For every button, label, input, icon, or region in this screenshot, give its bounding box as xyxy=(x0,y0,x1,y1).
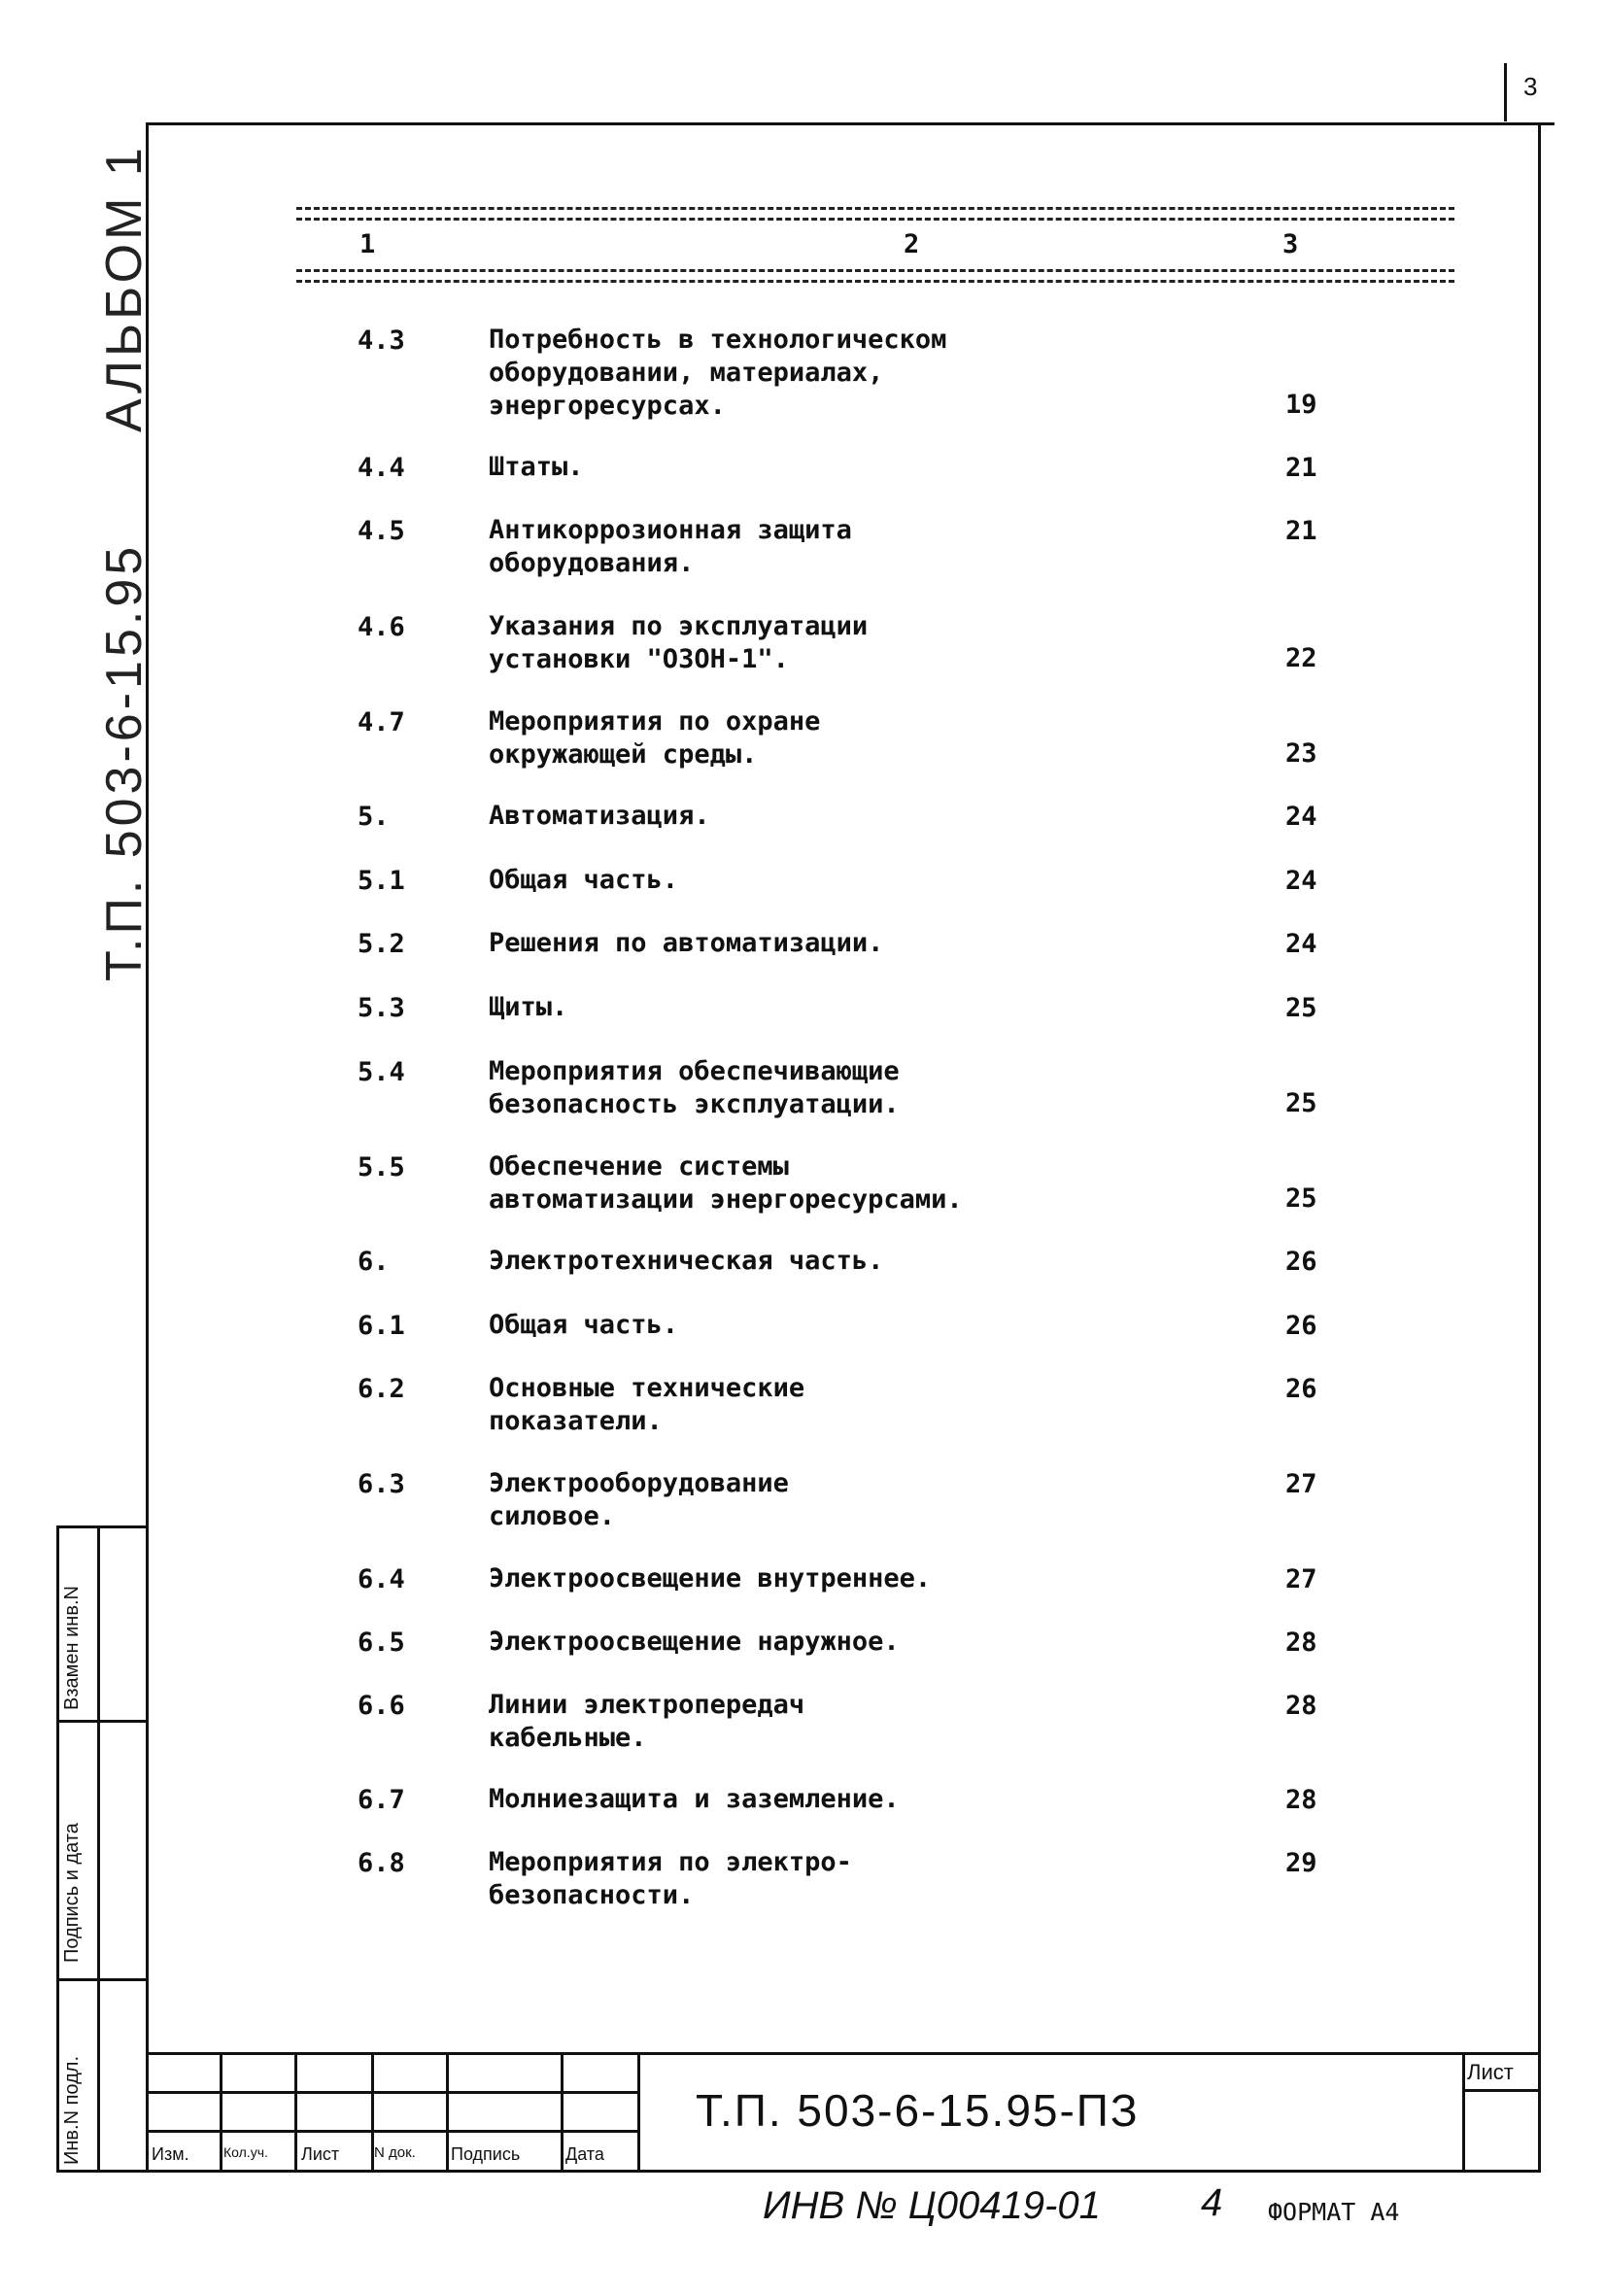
toc-number: 6.4 xyxy=(358,1564,405,1594)
toc-number: 4.7 xyxy=(358,707,405,737)
page-number: 3 xyxy=(1523,72,1538,101)
header-col-3: 3 xyxy=(1282,229,1299,259)
toc-page: 28 xyxy=(1285,1691,1317,1721)
toc-title: Электроосвещение наружное. xyxy=(489,1627,900,1657)
toc-title: Основные технические показатели. xyxy=(489,1373,805,1436)
tb-col-line xyxy=(561,2052,564,2173)
frame-right xyxy=(1538,122,1541,2173)
toc-page: 27 xyxy=(1285,1469,1317,1499)
toc-number: 5.4 xyxy=(358,1057,405,1087)
toc-page: 21 xyxy=(1285,453,1317,483)
header-rule-bottom xyxy=(296,269,1454,283)
toc-title: Автоматизация. xyxy=(489,801,710,831)
toc-title: Электротехническая часть. xyxy=(489,1246,884,1276)
tb-col-izm: Изм. xyxy=(152,2144,189,2164)
stamp-line-2 xyxy=(56,1720,149,1723)
frame-top xyxy=(146,122,1555,125)
toc-number: 5.3 xyxy=(358,993,405,1023)
toc-number: 6.7 xyxy=(358,1785,405,1815)
tb-col-line xyxy=(294,2052,297,2173)
toc-title: Общая часть. xyxy=(489,865,679,895)
toc-title: Мероприятия обеспечивающие безопасность эксплуатации. xyxy=(489,1056,900,1119)
frame-bottom xyxy=(56,2170,1541,2173)
footer-mark: 4 xyxy=(1201,2181,1223,2224)
toc-page: 22 xyxy=(1285,643,1317,673)
stamp-inv-replaced: Взамен инв.N xyxy=(61,1586,83,1710)
toc-title: Указания по эксплуатации установки "ОЗОН-1". xyxy=(489,611,869,674)
header-rule-top xyxy=(296,207,1454,221)
toc-page: 23 xyxy=(1285,738,1317,769)
toc-number: 6.6 xyxy=(358,1691,405,1721)
toc-number: 6.3 xyxy=(358,1469,405,1499)
toc-page: 25 xyxy=(1285,1088,1317,1118)
toc-page: 27 xyxy=(1285,1564,1317,1594)
stamp-line-1 xyxy=(56,1525,149,1528)
toc-number: 4.3 xyxy=(358,326,405,356)
tb-col-ndok: N док. xyxy=(374,2144,416,2161)
toc-page: 26 xyxy=(1285,1247,1317,1277)
toc-page: 24 xyxy=(1285,802,1317,832)
designation-side-label: Т.П. 503-6-15.95 xyxy=(96,542,153,981)
footer-inv-number: ИНВ № Ц00419-01 xyxy=(763,2184,1101,2227)
album-label: АЛЬБОМ 1 xyxy=(96,144,153,432)
toc-number: 5.2 xyxy=(358,929,405,959)
footer-format: ФОРМАТ А4 xyxy=(1268,2198,1400,2226)
stamp-line-3 xyxy=(56,1978,149,1981)
toc-page: 28 xyxy=(1285,1785,1317,1815)
stamp-signature-date: Подпись и дата xyxy=(61,1823,83,1963)
toc-title: Электроосвещение внутреннее. xyxy=(489,1563,932,1593)
tb-sheet-label: Лист xyxy=(1467,2060,1514,2084)
tb-col-line xyxy=(446,2052,449,2173)
toc-page: 29 xyxy=(1285,1848,1317,1878)
toc-title: Общая часть. xyxy=(489,1310,679,1340)
toc-number: 5.5 xyxy=(358,1152,405,1182)
toc-number: 4.5 xyxy=(358,516,405,546)
tb-designation: Т.П. 503-6-15.95-ПЗ xyxy=(696,2085,1140,2136)
toc-number: 4.6 xyxy=(358,612,405,642)
stamp-inv-original: Инв.N подл. xyxy=(61,2055,83,2165)
tb-top-line xyxy=(146,2052,1541,2055)
toc-page: 25 xyxy=(1285,993,1317,1023)
toc-page: 19 xyxy=(1285,390,1317,420)
stamp-inner-divider xyxy=(97,1525,100,2173)
tb-col-podpis: Подпись xyxy=(451,2144,521,2164)
tb-col-list: Лист xyxy=(301,2144,340,2164)
toc-title: Мероприятия по электро- безопасности. xyxy=(489,1847,852,1910)
toc-title: Потребность в технологическом оборудовании, материалах, энергоресурсах. xyxy=(489,325,947,421)
toc-page: 25 xyxy=(1285,1183,1317,1214)
toc-number: 6. xyxy=(358,1247,390,1277)
toc-number: 5. xyxy=(358,802,390,832)
toc-number: 6.8 xyxy=(358,1848,405,1878)
toc-title: Мероприятия по охране окружающей среды. xyxy=(489,706,821,770)
stamp-left-edge xyxy=(56,1525,59,2173)
toc-number: 4.4 xyxy=(358,453,405,483)
tb-sheet-divider xyxy=(1462,2052,1465,2173)
page-number-divider xyxy=(1504,63,1507,121)
toc-page: 26 xyxy=(1285,1374,1317,1404)
tb-col-line xyxy=(220,2052,222,2173)
tb-sheet-line xyxy=(1462,2089,1540,2092)
toc-number: 5.1 xyxy=(358,866,405,896)
toc-title: Обеспечение системы автоматизации энергоресурсами. xyxy=(489,1151,963,1215)
toc-page: 24 xyxy=(1285,929,1317,959)
toc-page: 24 xyxy=(1285,866,1317,896)
toc-title: Молниезащита и заземление. xyxy=(489,1784,900,1814)
toc-number: 6.1 xyxy=(358,1311,405,1341)
toc-title: Линии электропередач кабельные. xyxy=(489,1690,805,1753)
toc-number: 6.5 xyxy=(358,1628,405,1658)
toc-title: Щиты. xyxy=(489,992,568,1022)
header-col-1: 1 xyxy=(359,229,376,259)
tb-col-koluch: Кол.уч. xyxy=(223,2144,268,2160)
tb-col-line xyxy=(637,2052,640,2173)
toc-page: 21 xyxy=(1285,516,1317,546)
tb-col-data: Дата xyxy=(565,2144,604,2164)
toc-number: 6.2 xyxy=(358,1374,405,1404)
toc-page: 26 xyxy=(1285,1311,1317,1341)
toc-title: Антикоррозионная защита оборудования. xyxy=(489,515,852,578)
toc-title: Решения по автоматизации. xyxy=(489,928,884,958)
header-col-2: 2 xyxy=(904,229,920,259)
toc-page: 28 xyxy=(1285,1628,1317,1658)
toc-title: Электрооборудование силовое. xyxy=(489,1468,789,1531)
toc-title: Штаты. xyxy=(489,452,584,482)
